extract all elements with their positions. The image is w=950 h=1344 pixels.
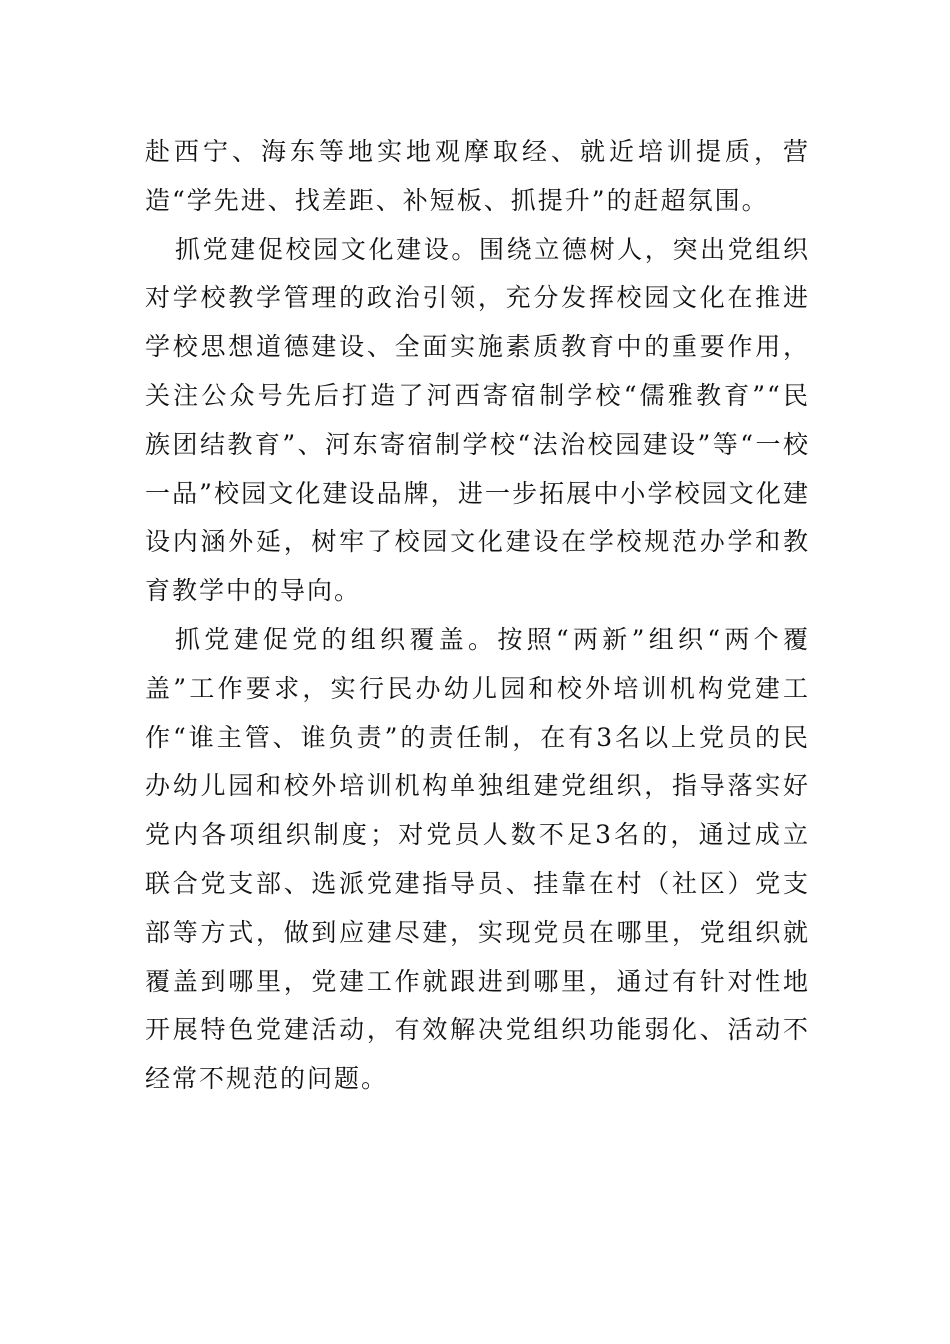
paragraph-campus-culture: 抓党建促校园文化建设。围绕立德树人，突出党组织对学校教学管理的政治引领，充分发挥校园文化在推进学校思想道德建设、全面实施素质教育中的重要作用，关注公众号先后打造了河西寄宿制学校“儒雅教育”“民族团结教育”、河东寄宿制学校“法治校园建设”等“一校一品”校园文化建设品牌，进一步拓展中小学校园文化建设内涵外延，树牢了校园文化建设在学校规范办学和教育教学中的导向。 xyxy=(145,234,810,606)
paragraph-organization-coverage: 抓党建促党的组织覆盖。按照“两新”组织“两个覆盖”工作要求，实行民办幼儿园和校外培训机构党建工作“谁主管、谁负责”的责任制，在有3名以上党员的民办幼儿园和校外培训机构单独组建党组织，指导落实好党内各项组织制度；对党员人数不足3名的，通过成立联合党支部、选派党建指导员、挂靠在村（社区）党支部等方式，做到应建尽建，实现党员在哪里，党组织就覆盖到哪里，党建工作就跟进到哪里，通过有针对性地开展特色党建活动，有效解决党组织功能弱化、活动不经常不规范的问题。 xyxy=(145,624,810,1094)
paragraph-continuation: 赴西宁、海东等地实地观摩取经、就近培训提质，营造“学先进、找差距、补短板、抓提升”的赶超氛围。 xyxy=(145,137,810,215)
document-body xyxy=(145,128,810,1104)
